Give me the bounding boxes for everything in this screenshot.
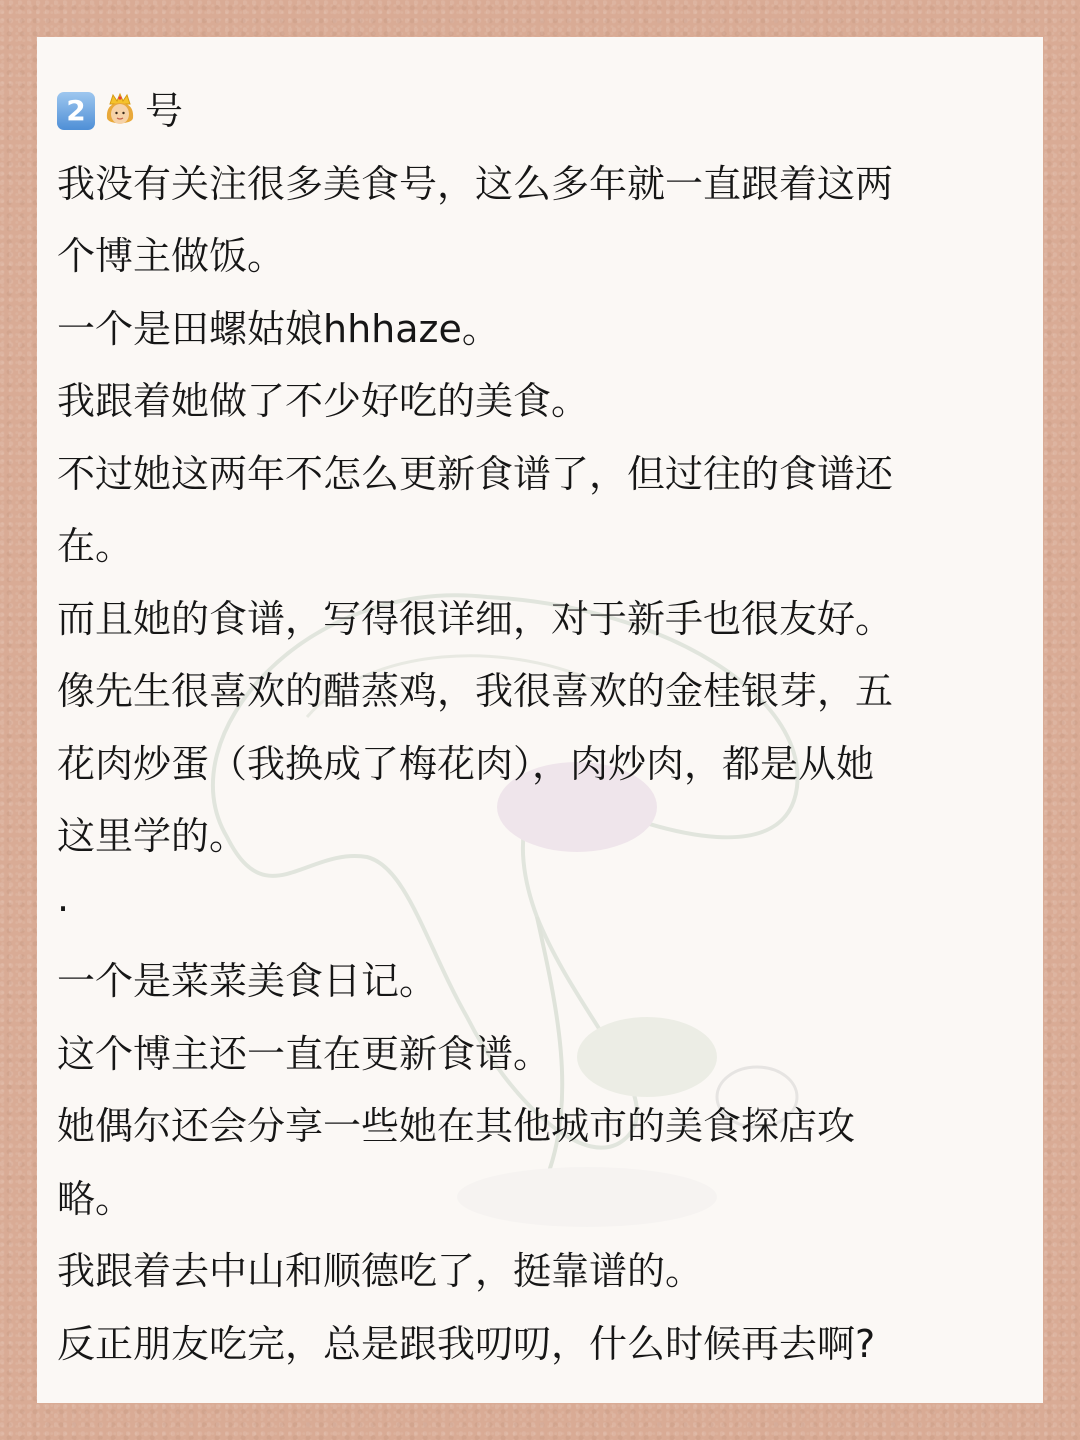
- paragraph-line: 一个是田螺姑娘hhhaze。: [57, 306, 500, 351]
- paragraph-line: 在。: [57, 524, 134, 568]
- paragraph-line: 她偶尔还会分享一些她在其他城市的美食探店攻: [57, 1104, 856, 1148]
- paragraph-line: 我跟着她做了不少好吃的美食。: [57, 379, 590, 423]
- paragraph-line: 我没有关注很多美食号，这么多年就一直跟着这两: [57, 161, 894, 206]
- note-card: [37, 37, 1043, 1403]
- heading-text: 号: [145, 89, 184, 133]
- paragraph-line: 这里学的。: [57, 814, 248, 858]
- section-heading: [57, 75, 1017, 148]
- paragraph-line: 这个博主还一直在更新食谱。: [57, 1031, 552, 1076]
- paragraph-line: 一个是菜菜美食日记。: [57, 959, 438, 1003]
- princess-emoji-icon: [101, 92, 139, 130]
- paragraph-line: 略。: [57, 1176, 134, 1221]
- note-body: [57, 75, 1017, 1380]
- paragraph-line: 我跟着去中山和顺德吃了，挺靠谱的。: [57, 1249, 704, 1293]
- keycap-number-icon: 2: [57, 92, 95, 130]
- paragraph-line: 不过她这两年不怎么更新食谱了，但过往的食谱还: [57, 451, 894, 496]
- paragraph-line: 反正朋友吃完，总是跟我叨叨，什么时候再去啊?: [57, 1321, 876, 1366]
- paragraph-line: 个博主做饭。: [57, 234, 286, 278]
- paragraph-line: 而且她的食谱，写得很详细，对于新手也很友好。: [57, 596, 894, 641]
- paragraph-line: 花肉炒蛋（我换成了梅花肉），肉炒肉，都是从她: [57, 741, 875, 786]
- paragraph-line: 像先生很喜欢的醋蒸鸡，我很喜欢的金桂银芽，五: [57, 669, 894, 713]
- separator-dot: ·: [57, 886, 70, 931]
